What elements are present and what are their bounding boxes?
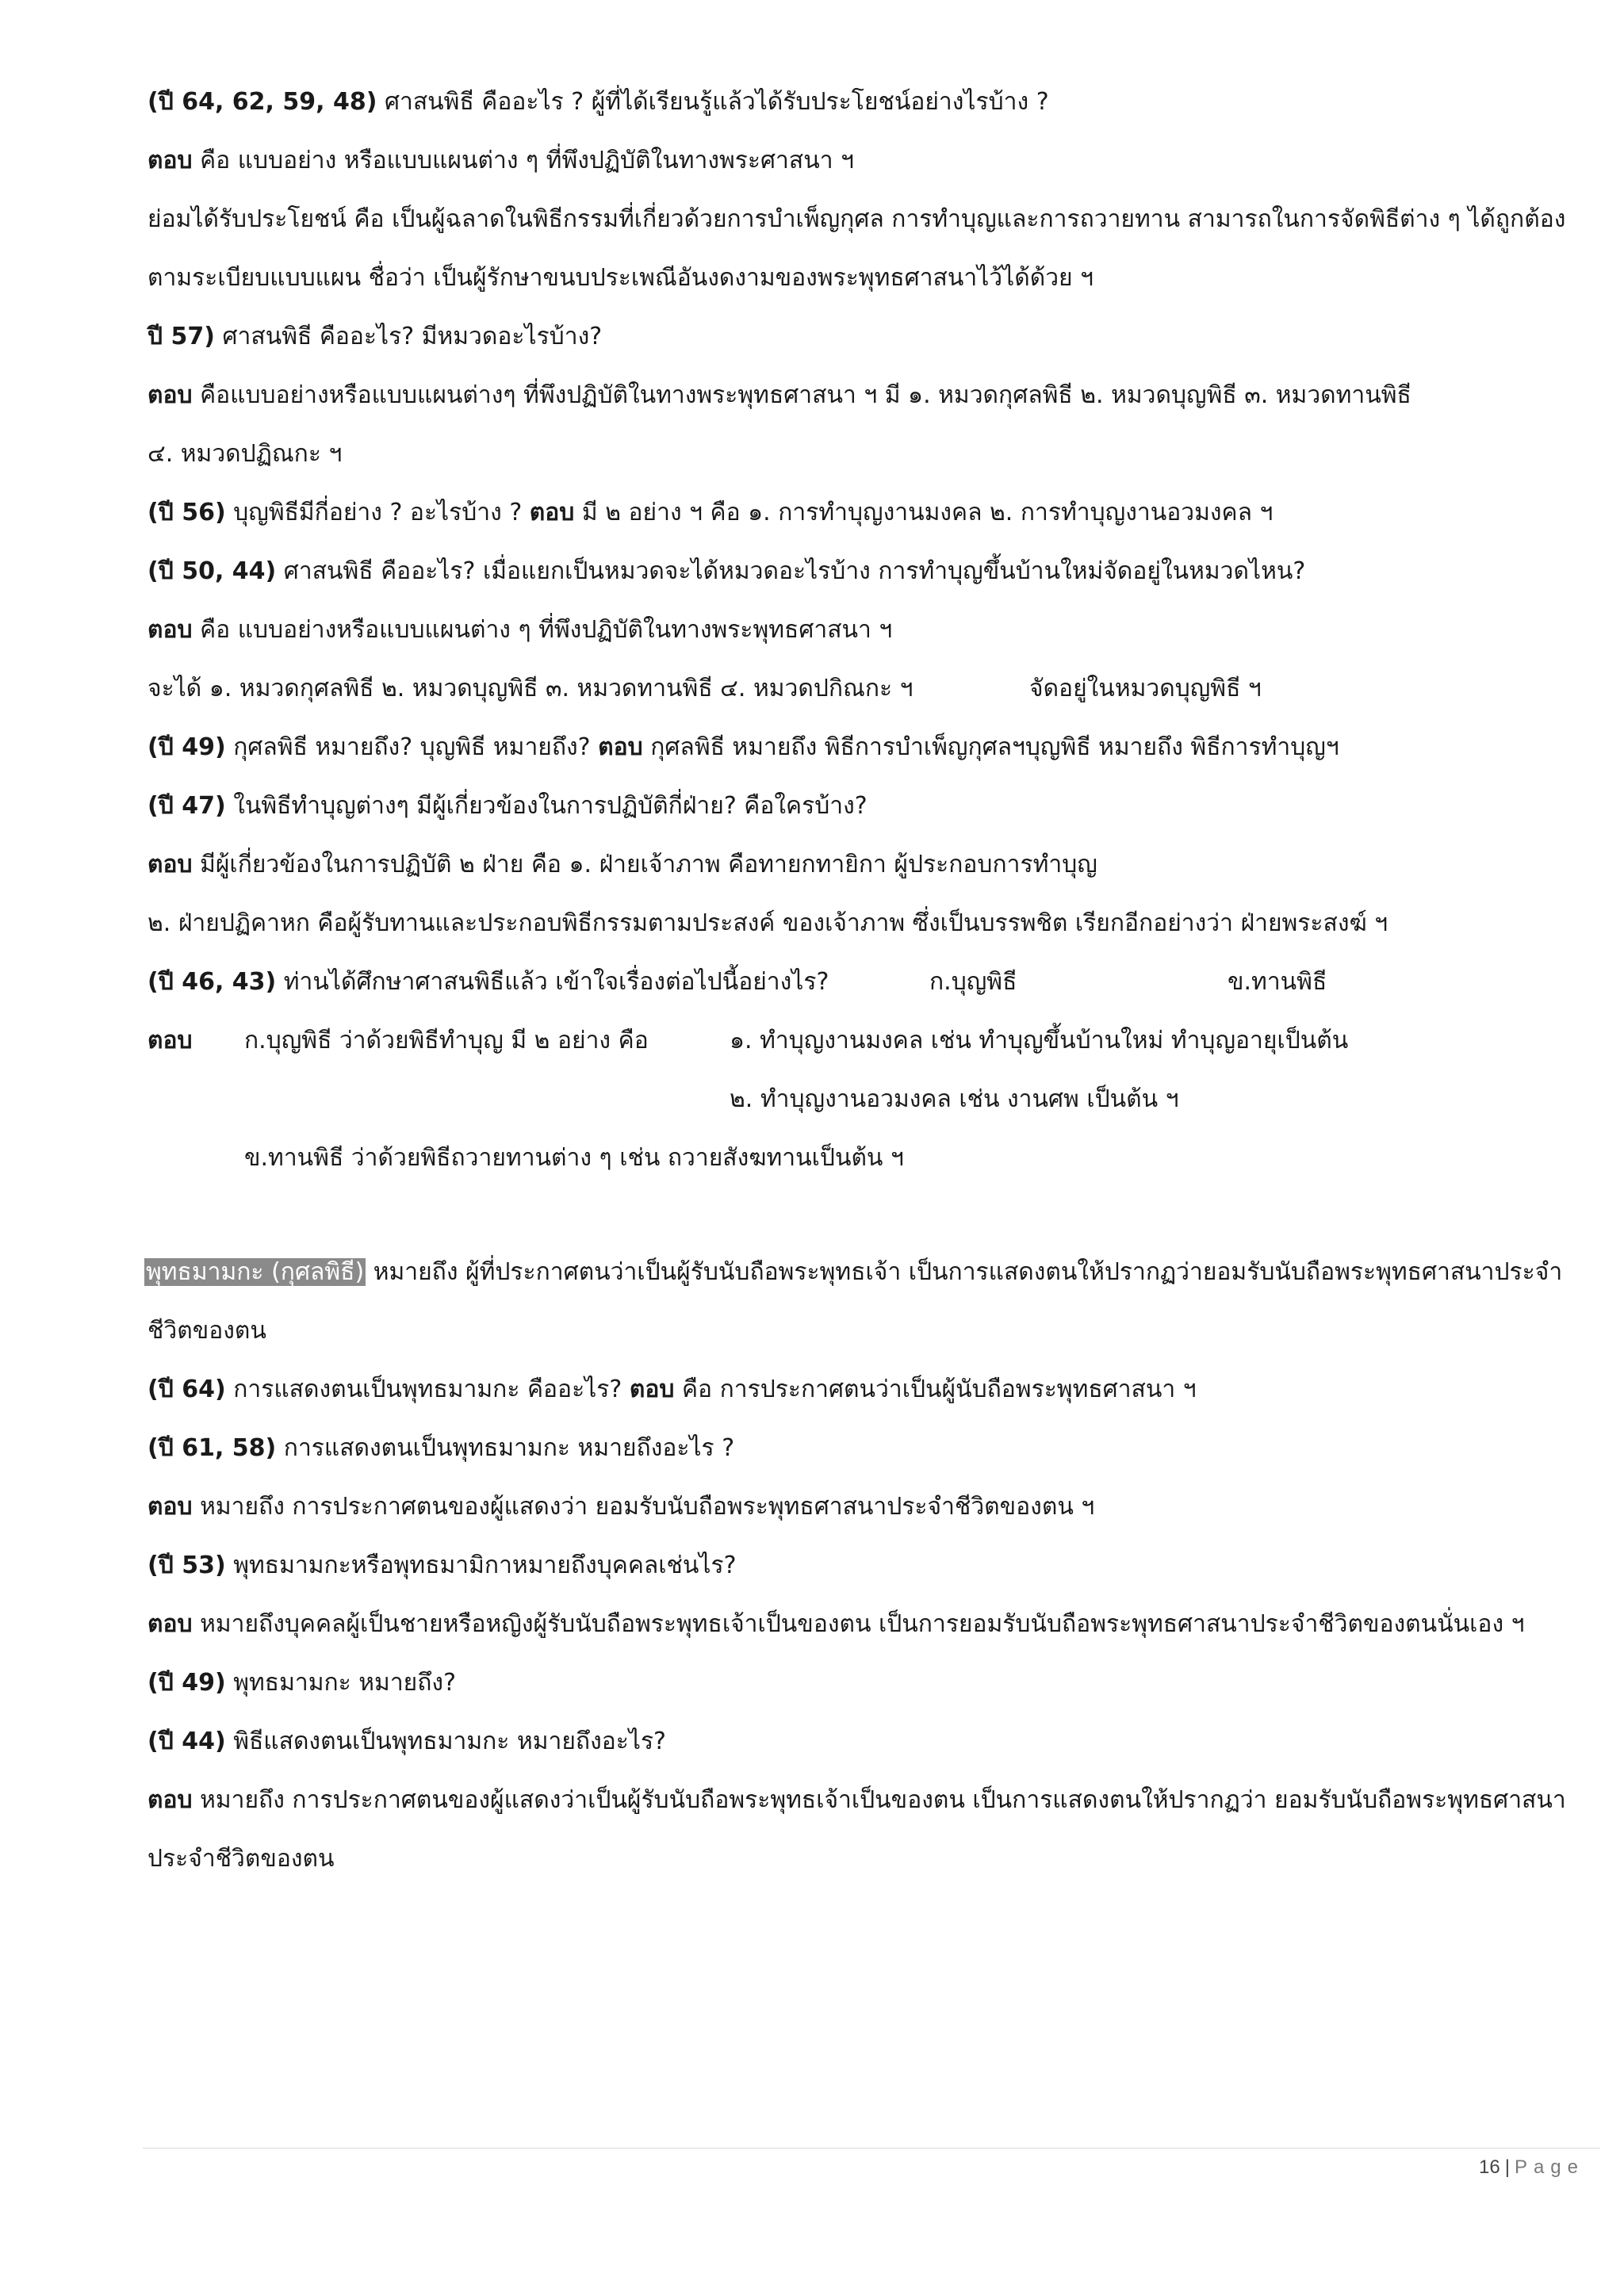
- answer-text: ๒. ฝ่ายปฏิคาหก คือผู้รับทานและประกอบพิธีกรรมตามประสงค์ ของเจ้าภาพ ซึ่งเป็นบรรพชิต เรียกอีกอย่างว่า ฝ่ายพระสงฆ์ ฯ: [147, 909, 1388, 937]
- answer-line: [147, 613, 892, 648]
- answer-text: ย่อมได้รับประโยชน์ คือ เป็นผู้ฉลาดในพิธีกรรมที่เกี่ยวด้วยการบำเพ็ญกุศล การทำบุญและการถวายทาน สามารถในการจัดพิธีต่าง ๆ ได้ถูกต้อง: [147, 205, 1566, 233]
- page-number: 16: [1479, 2156, 1500, 2178]
- topic-item-a: ก.บุญพิธี: [929, 968, 1017, 996]
- question-text: ศาสนพิธี คืออะไร ? ผู้ที่ได้เรียนรู้แล้วได้รับประโยชน์อย่างไรบ้าง ?: [377, 88, 1049, 116]
- answer-label: ตอบ: [147, 1786, 193, 1814]
- question-line: [147, 965, 829, 1000]
- answer-line: [147, 437, 342, 472]
- answer-text: ๔. หมวดปฏิณกะ ฯ: [147, 440, 343, 468]
- answer-text: หมายถึง การประกาศตนของผู้แสดงว่าเป็นผู้รับนับถือพระพุทธเจ้าเป็นของตน เป็นการแสดงตนให้ปรากฏว่า ยอมรับนับถือพระพุทธศาสนา: [192, 1786, 1566, 1814]
- question-year: (ปี 61, 58): [147, 1434, 277, 1462]
- question-line: [147, 320, 602, 354]
- question-line: [147, 1724, 666, 1759]
- answer-text: ๒. ทำบุญงานอวมงคล เช่น งานศพ เป็นต้น ฯ: [730, 1085, 1179, 1113]
- answer-label: ตอบ: [147, 1493, 193, 1521]
- question-year: (ปี 53): [147, 1552, 226, 1579]
- question-text: กุศลพิธี หมายถึง? บุญพิธี หมายถึง?: [225, 733, 599, 761]
- answer-line: [244, 1141, 904, 1176]
- answer-text: คือ แบบอย่าง หรือแบบแผนต่าง ๆ ที่พึงปฏิบัติในทางพระศาสนา ฯ: [192, 147, 854, 174]
- question-text: การแสดงตนเป็นพุทธมามกะ คืออะไร?: [225, 1376, 630, 1403]
- question-text: พุทธมามกะหรือพุทธมามิกาหมายถึงบุคคลเช่นไร?: [225, 1552, 737, 1579]
- answer-text: มี ๒ อย่าง ฯ คือ ๑. การทำบุญงานมงคล ๒. การทำบุญงานอวมงคล ฯ: [574, 499, 1274, 526]
- question-line: [147, 1372, 1197, 1407]
- question-text: ศาสนพิธี คืออะไร? เมื่อแยกเป็นหมวดจะได้หมวดอะไรบ้าง การทำบุญขึ้นบ้านใหม่จัดอยู่ในหมวดไหน?: [276, 557, 1306, 585]
- answer-label: ตอบ: [598, 733, 643, 761]
- question-year: (ปี 56): [147, 499, 226, 526]
- question-year: (ปี 50, 44): [147, 557, 277, 585]
- question-year: (ปี 46, 43): [147, 968, 277, 996]
- answer-line: [147, 906, 1388, 941]
- question-text: การแสดงตนเป็นพุทธมามกะ หมายถึงอะไร ?: [276, 1434, 735, 1462]
- question-text: ในพิธีทำบุญต่างๆ มีผู้เกี่ยวข้องในการปฏิบัติกี่ฝ่าย? คือใครบ้าง?: [225, 792, 868, 820]
- question-year: (ปี 64): [147, 1376, 226, 1403]
- answer-text: ก.บุญพิธี ว่าด้วยพิธีทำบุญ มี ๒ อย่าง คือ: [244, 1027, 649, 1054]
- question-line: [147, 1431, 734, 1466]
- footer-separator: |: [1504, 2156, 1510, 2178]
- answer-line-suffix: [1029, 672, 1262, 706]
- answer-text: กุศลพิธี หมายถึง พิธีการบำเพ็ญกุศลฯบุญพิธี หมายถึง พิธีการทำบุญฯ: [642, 733, 1339, 761]
- question-text: พุทธมามกะ หมายถึง?: [225, 1669, 456, 1697]
- answer-line: [730, 1024, 1348, 1058]
- answer-line: [244, 1024, 649, 1058]
- answer-label: ตอบ: [147, 851, 193, 878]
- answer-label: ตอบ: [147, 1027, 193, 1054]
- section-heading-line: [144, 1255, 1562, 1290]
- answer-text: ตามระเบียบแบบแผน ชื่อว่า เป็นผู้รักษาขนบประเพณีอันงดงามของพระพุทธศาสนาไว้ได้ด้วย ฯ: [147, 264, 1094, 292]
- answer-line: [147, 261, 1094, 296]
- question-year: ปี 57): [147, 323, 215, 350]
- answer-line: [147, 202, 1565, 237]
- question-line: [147, 1666, 456, 1701]
- answer-label: ตอบ: [147, 147, 193, 174]
- answer-text: คือ แบบอย่างหรือแบบแผนต่าง ๆ ที่พึงปฏิบัติในทางพระพุทธศาสนา ฯ: [192, 616, 893, 644]
- answer-text: คือ การประกาศตนว่าเป็นผู้นับถือพระพุทธศาสนา ฯ: [674, 1376, 1197, 1403]
- answer-label: ตอบ: [147, 381, 193, 409]
- question-year: (ปี 47): [147, 792, 226, 820]
- answer-label: ตอบ: [629, 1376, 675, 1403]
- answer-label-line: [147, 1024, 193, 1058]
- answer-text: มีผู้เกี่ยวข้องในการปฏิบัติ ๒ ฝ่าย คือ ๑. ฝ่ายเจ้าภาพ คือทายกทายิกา ผู้ประกอบการทำบุญ: [192, 851, 1097, 878]
- question-year: (ปี 44): [147, 1728, 226, 1755]
- footer-divider: [143, 2148, 1600, 2149]
- section-heading: พุทธมามกะ (กุศลพิธี): [146, 1258, 365, 1286]
- answer-text: ข.ทานพิธี ว่าด้วยพิธีถวายทานต่าง ๆ เช่น ถวายสังฆทานเป็นต้น ฯ: [244, 1144, 904, 1172]
- answer-line: [147, 378, 1411, 413]
- question-text: พิธีแสดงตนเป็นพุทธมามกะ หมายถึงอะไร?: [225, 1728, 666, 1755]
- question-text: ศาสนพิธี คืออะไร? มีหมวดอะไรบ้าง?: [214, 323, 603, 350]
- answer-text: ประจำชีวิตของตน: [147, 1845, 335, 1873]
- answer-line: [147, 672, 914, 706]
- topic-item-b: ข.ทานพิธี: [1228, 968, 1327, 996]
- answer-line: [147, 1490, 1094, 1525]
- question-year: (ปี 64, 62, 59, 48): [147, 88, 377, 116]
- answer-line: [147, 848, 1097, 882]
- question-line: [147, 554, 1305, 589]
- page-word: Page: [1514, 2156, 1584, 2178]
- answer-text: จะได้ ๑. หมวดกุศลพิธี ๒. หมวดบุญพิธี ๓. หมวดทานพิธี ๔. หมวดปกิณกะ ฯ: [147, 675, 914, 702]
- question-line: [147, 789, 868, 824]
- answer-text: หมายถึงบุคคลผู้เป็นชายหรือหญิงผู้รับนับถือพระพุทธเจ้าเป็นของตน เป็นการยอมรับนับถือพระพุทธศาสนาประจำชีวิตของตนนั่นเอง ฯ: [192, 1610, 1525, 1638]
- question-line: [147, 85, 1049, 120]
- section-definition: หมายถึง ผู้ที่ประกาศตนว่าเป็นผู้รับนับถือพระพุทธเจ้า เป็นการแสดงตนให้ปรากฏว่ายอมรับนับถือพระพุทธศาสนาประจำ: [366, 1258, 1563, 1286]
- topic-item: [929, 965, 1017, 1000]
- topic-item: [1228, 965, 1327, 1000]
- question-line: [147, 730, 1339, 765]
- answer-line: [730, 1082, 1179, 1117]
- question-year: (ปี 49): [147, 733, 226, 761]
- answer-text: จัดอยู่ในหมวดบุญพิธี ฯ: [1029, 675, 1262, 702]
- answer-text: คือแบบอย่างหรือแบบแผนต่างๆ ที่พึงปฏิบัติในทางพระพุทธศาสนา ฯ มี ๑. หมวดกุศลพิธี ๒. หมวดบุญพิธี ๓. หมวดทานพิธี: [192, 381, 1411, 409]
- question-line: [147, 1548, 737, 1583]
- question-year: (ปี 49): [147, 1669, 226, 1697]
- answer-label: ตอบ: [529, 499, 575, 526]
- question-text: ท่านได้ศึกษาศาสนพิธีแล้ว เข้าใจเรื่องต่อไปนี้อย่างไร?: [276, 968, 829, 996]
- answer-line: [147, 1783, 1566, 1818]
- answer-text: หมายถึง การประกาศตนของผู้แสดงว่า ยอมรับนับถือพระพุทธศาสนาประจำชีวิตของตน ฯ: [192, 1493, 1095, 1521]
- answer-line: [147, 144, 854, 178]
- section-definition-line: [147, 1314, 266, 1349]
- question-text: บุญพิธีมีกี่อย่าง ? อะไรบ้าง ?: [225, 499, 530, 526]
- answer-label: ตอบ: [147, 1610, 193, 1638]
- answer-line: [147, 1607, 1524, 1642]
- answer-text: ๑. ทำบุญงานมงคล เช่น ทำบุญขึ้นบ้านใหม่ ทำบุญอายุเป็นต้น: [730, 1027, 1349, 1054]
- section-definition: ชีวิตของตน: [147, 1317, 266, 1345]
- question-line: [147, 496, 1273, 530]
- answer-label: ตอบ: [147, 616, 193, 644]
- page-footer: [1479, 2156, 1584, 2179]
- answer-line: [147, 1842, 335, 1877]
